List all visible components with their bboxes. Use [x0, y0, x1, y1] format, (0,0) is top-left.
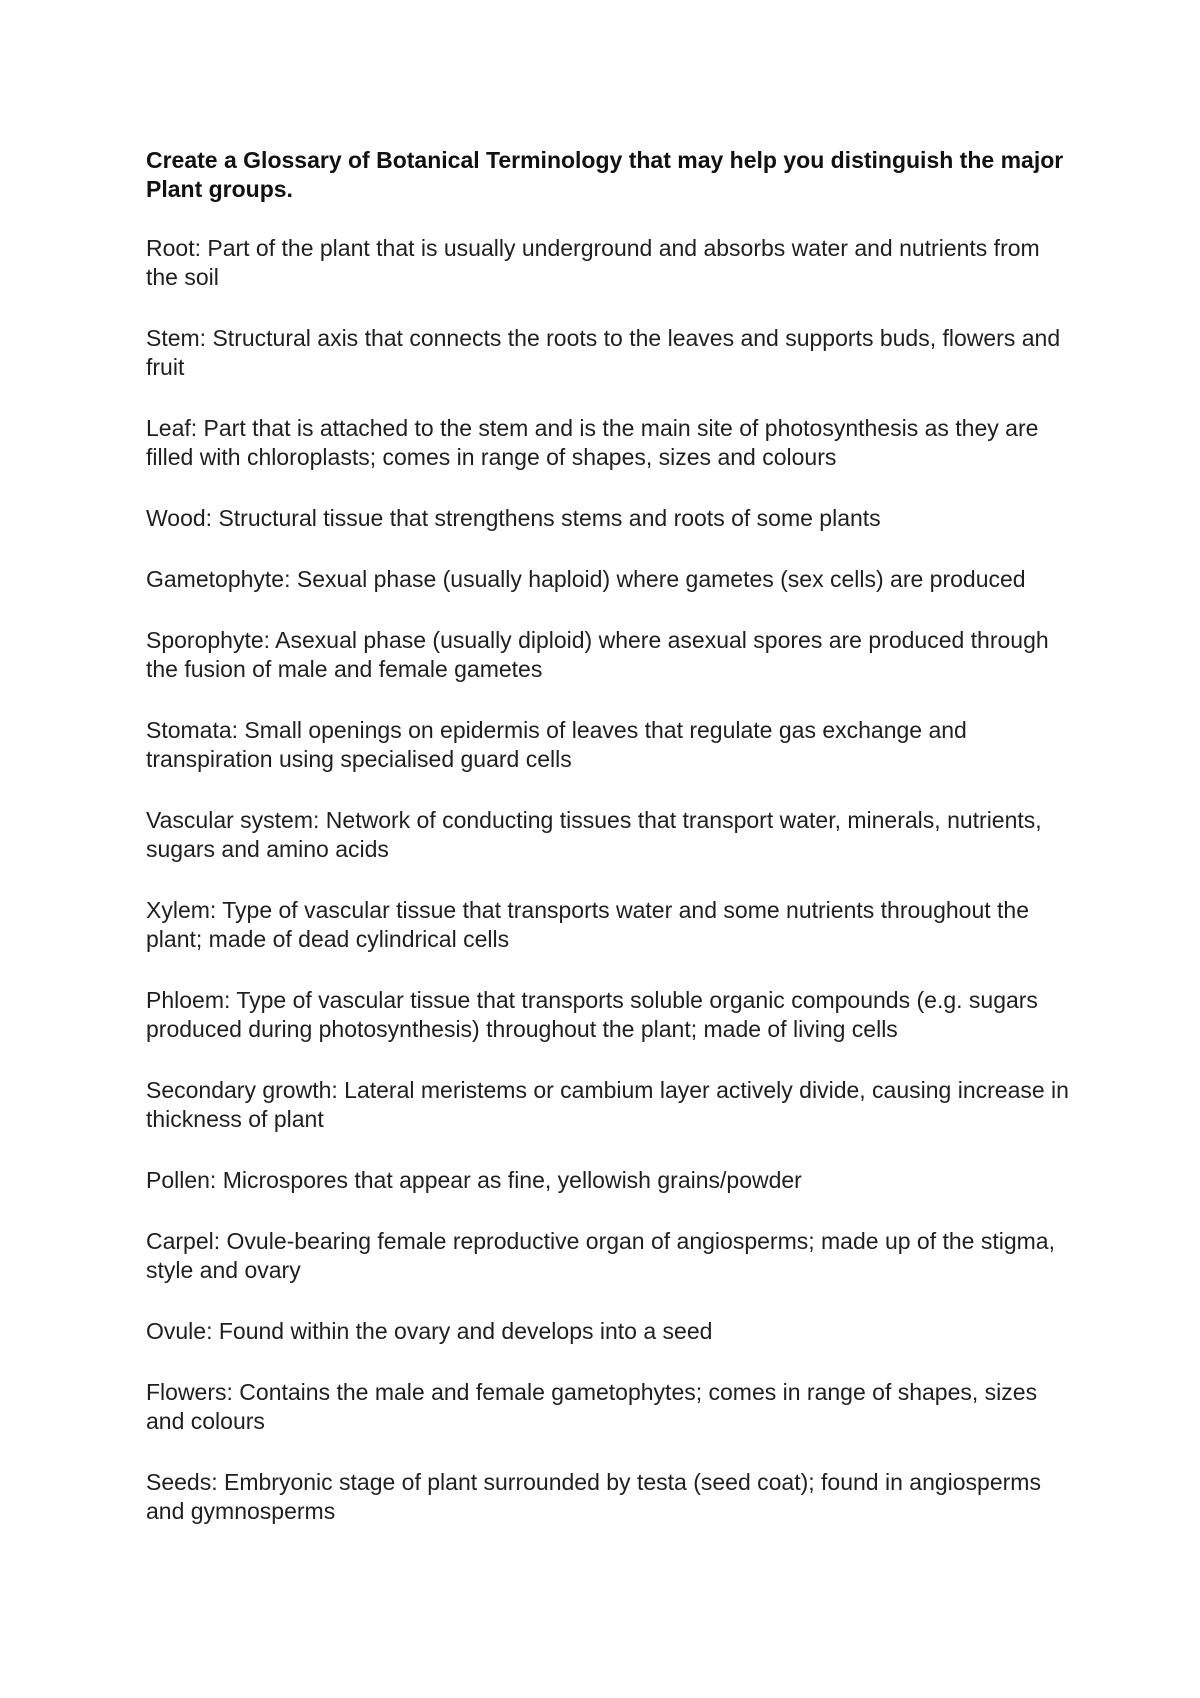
glossary-entry-seeds: Seeds: Embryonic stage of plant surrounded by testa (seed coat); found in angiosperms and gymnosperms: [146, 1469, 1041, 1524]
glossary-entry-leaf: Leaf: Part that is attached to the stem and is the main site of photosynthesis as they are filled with chloroplasts; comes in range of shapes, sizes and colours: [146, 415, 1039, 470]
glossary-entry-flowers: Flowers: Contains the male and female gametophytes; comes in range of shapes, sizes and colours: [146, 1379, 1038, 1434]
document-body: [146, 146, 1076, 1558]
glossary-entry-root: Root: Part of the plant that is usually underground and absorbs water and nutrients from the soil: [146, 235, 1040, 290]
glossary-entry-stomata: Stomata: Small openings on epidermis of leaves that regulate gas exchange and transpiration using specialised guard cells: [146, 717, 967, 772]
glossary-entry-wood: Wood: Structural tissue that strengthens stems and roots of some plants: [146, 505, 881, 531]
glossary-entry-phloem: Phloem: Type of vascular tissue that transports soluble organic compounds (e.g. sugars produced during photosynthesis) throughout the plant; made of living cells: [146, 987, 1038, 1042]
glossary-entry-pollen: Pollen: Microspores that appear as fine, yellowish grains/powder: [146, 1167, 802, 1193]
glossary-entry-gametophyte: Gametophyte: Sexual phase (usually haploid) where gametes (sex cells) are produced: [146, 566, 1026, 592]
glossary-entry-ovule: Ovule: Found within the ovary and develops into a seed: [146, 1318, 713, 1344]
glossary-entry-xylem: Xylem: Type of vascular tissue that transports water and some nutrients throughout the plant; made of dead cylindrical cells: [146, 897, 1029, 952]
glossary-entry-stem: Stem: Structural axis that connects the roots to the leaves and supports buds, flowers and fruit: [146, 325, 1061, 380]
document-title: Create a Glossary of Botanical Terminology that may help you distinguish the major Plant groups.: [146, 147, 1064, 202]
glossary-entry-carpel: Carpel: Ovule-bearing female reproductive organ of angiosperms; made up of the stigma, style and ovary: [146, 1228, 1055, 1283]
glossary-entry-sporophyte: Sporophyte: Asexual phase (usually diploid) where asexual spores are produced through the fusion of male and female gametes: [146, 627, 1049, 682]
glossary-entry-secondary-growth: Secondary growth: Lateral meristems or cambium layer actively divide, causing increase in thickness of plant: [146, 1077, 1069, 1132]
glossary-entry-vascular-system: Vascular system: Network of conducting tissues that transport water, minerals, nutrients, sugars and amino acids: [146, 807, 1042, 862]
